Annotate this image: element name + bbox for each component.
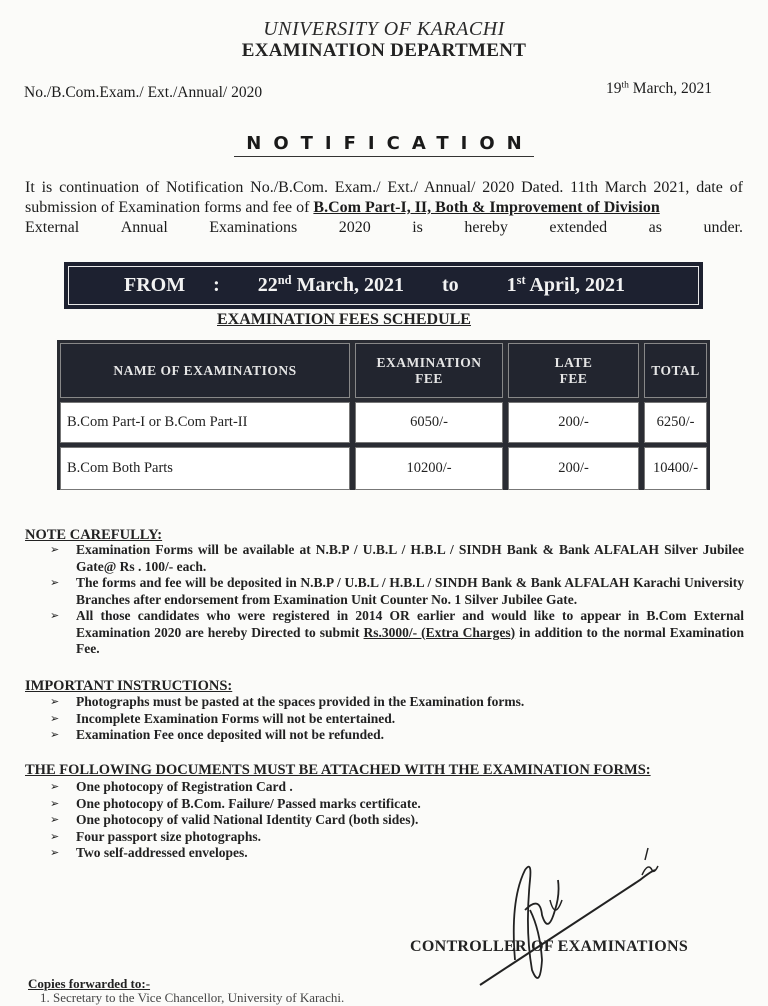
intro-highlight: B.Com Part-I, II, Both & Improvement of Division <box>313 199 660 216</box>
note-item <box>50 608 744 658</box>
arrow-bullet-icon: ➢ <box>50 813 60 826</box>
fees-table <box>57 340 710 490</box>
note-item-text: All those candidates who were registered in 2014 OR earlier and would like to appear in B.Com External Examination 2020 are hereby Directed to submit <box>76 608 744 640</box>
row2-name: B.Com Both Parts <box>60 447 350 490</box>
intro-last-word: extended <box>549 219 608 236</box>
arrow-bullet-icon: ➢ <box>50 796 60 810</box>
document-item <box>50 796 730 813</box>
intro-last-word: hereby <box>464 219 508 236</box>
arrow-bullet-icon: ➢ <box>50 728 60 741</box>
header-name <box>60 343 350 398</box>
note-item <box>50 542 744 575</box>
arrow-bullet-icon: ➢ <box>50 576 60 589</box>
instruction-item <box>50 694 730 711</box>
arrow-bullet-icon: ➢ <box>50 846 60 859</box>
row1-total: 6250/- <box>644 402 707 443</box>
start-rest: March, 2021 <box>291 274 404 296</box>
arrow-bullet-icon: ➢ <box>50 780 60 793</box>
note-list <box>50 542 744 658</box>
intro-last-word: under. <box>703 219 743 236</box>
end-date <box>507 274 625 297</box>
document-item <box>50 779 730 796</box>
intro-last-word: is <box>412 219 423 236</box>
note-item-text: Examination Forms will be available at N.B.P / U.B.L / H.B.L / SINDH Bank & Bank ALFALAH Silver Jubilee Gate@ Rs . 100/- each. <box>76 542 744 574</box>
instructions-heading: IMPORTANT INSTRUCTIONS: <box>25 678 233 694</box>
instruction-item-text: Examination Fee once deposited will not be refunded. <box>76 727 385 742</box>
document-item-text: One photocopy of Registration Card . <box>76 779 293 794</box>
arrow-bullet-icon: ➢ <box>50 829 60 843</box>
header-exam-fee <box>355 343 503 398</box>
start-day: 22 <box>257 274 278 296</box>
intro-paragraph <box>25 178 743 238</box>
intro-last-line <box>25 218 743 238</box>
signature-icon <box>470 840 670 990</box>
notification-date <box>606 80 712 98</box>
document-item-text: Four passport size photographs. <box>76 828 262 844</box>
documents-heading: THE FOLLOWING DOCUMENTS MUST BE ATTACHED WITH THE EXAMINATION FORMS: <box>25 762 651 778</box>
row2-late-fee: 200/- <box>508 447 639 490</box>
note-item <box>50 575 744 608</box>
notification-title <box>0 133 768 157</box>
instruction-item <box>50 711 730 728</box>
copies-item: 1. Secretary to the Vice Chancellor, University of Karachi. <box>40 990 345 1005</box>
header-exam-fee-text: EXAMINATION FEE <box>376 354 482 386</box>
header-name-text: NAME OF EXAMINATIONS <box>113 362 297 378</box>
start-suffix: nd <box>277 273 292 288</box>
date-range-banner <box>64 262 703 309</box>
arrow-bullet-icon: ➢ <box>50 695 60 708</box>
from-label: FROM <box>124 274 186 296</box>
row1-name: B.Com Part-I or B.Com Part-II <box>60 402 350 443</box>
row2-total: 10400/- <box>644 447 707 490</box>
intro-last-word: Examinations <box>209 219 298 236</box>
arrow-bullet-icon: ➢ <box>50 609 60 622</box>
date-range-banner-inner <box>68 266 699 305</box>
row1-late-fee: 200/- <box>508 402 639 443</box>
document-item-text: One photocopy of B.Com. Failure/ Passed marks certificate. <box>76 795 421 811</box>
document-item-text: Two self-addressed envelopes. <box>76 845 248 860</box>
header-total <box>644 343 707 398</box>
header-late-fee <box>508 343 639 398</box>
row2-exam-fee: 10200/- <box>355 447 503 490</box>
intro-last-word: External <box>25 219 80 236</box>
end-day: 1 <box>506 274 517 296</box>
colon: : <box>213 274 220 296</box>
row1-exam-fee: 6050/- <box>355 402 503 443</box>
intro-last-word: 2020 <box>338 219 371 236</box>
signatory-title: CONTROLLER OF EXAMINATIONS <box>410 938 689 955</box>
instruction-item-text: Photographs must be pasted at the spaces provided in the Examination forms. <box>76 694 525 709</box>
start-date <box>258 274 404 297</box>
department-name: EXAMINATION DEPARTMENT <box>241 40 527 61</box>
fees-schedule-title: EXAMINATION FEES SCHEDULE <box>217 311 471 328</box>
university-name: UNIVERSITY OF KARACHI <box>263 18 505 40</box>
reference-number: No./B.Com.Exam./ Ext./Annual/ 2020 <box>24 84 263 101</box>
extra-charges-highlight: Rs.3000/- (Extra Charges) <box>363 624 516 640</box>
document-item <box>50 812 730 829</box>
copies-heading: Copies forwarded to:- <box>28 976 151 991</box>
intro-last-word: Annual <box>120 219 168 236</box>
end-suffix: st <box>516 273 526 288</box>
instruction-item-text: Incomplete Examination Forms will not be entertained. <box>76 710 396 726</box>
instruction-item <box>50 727 730 744</box>
intro-last-word: as <box>648 219 662 236</box>
end-rest: April, 2021 <box>525 274 626 296</box>
arrow-bullet-icon: ➢ <box>50 711 60 725</box>
document-item-text: One photocopy of valid National Identity Card (both sides). <box>76 812 419 827</box>
intro-text: It is continuation of Notification No./B.Com. Exam./ Ext./ Annual/ 2020 Dated. 11th March 2021, date of submission of Examination forms and fee of <box>25 179 743 216</box>
arrow-bullet-icon: ➢ <box>50 543 60 556</box>
header-late-fee-text: LATE FEE <box>554 354 593 386</box>
note-heading: NOTE CAREFULLY: <box>25 527 163 543</box>
note-item-text-end: in addition to the normal Examination Fee. <box>76 624 744 656</box>
to-label: to <box>441 274 459 296</box>
date-day: 19 <box>605 80 622 97</box>
date-suffix: th <box>621 79 629 91</box>
notification-title-text: NOTIFICATION <box>234 133 533 157</box>
instructions-list <box>50 694 730 744</box>
note-item-text: The forms and fee will be deposited in N.B.P / U.B.L / H.B.L / SINDH Bank & Bank ALFALAH Karachi University Branches after endorsement from Examination Unit Counter No. 1 Silver Jubilee Gate. <box>76 575 744 607</box>
header-total-text: TOTAL <box>651 362 700 378</box>
date-rest: March, 2021 <box>628 80 712 97</box>
